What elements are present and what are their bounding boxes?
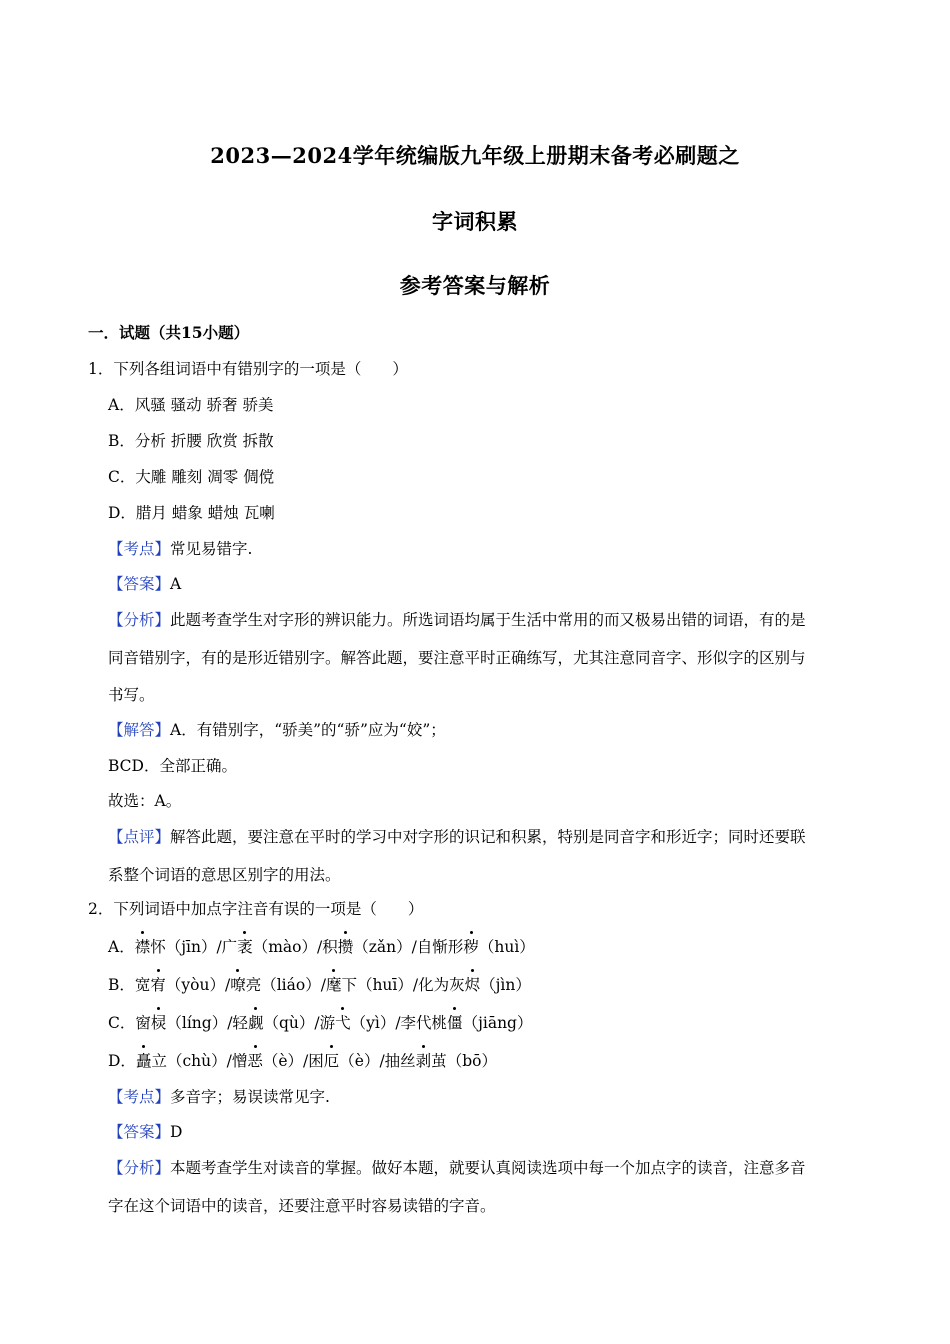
text-segment: C．窗 [108, 1014, 151, 1032]
text-segment: （zǎn）/自惭形 [353, 938, 464, 956]
text-segment: D． [108, 1052, 136, 1070]
q1-option-a: A．风骚 骚动 骄奢 骄美 [108, 396, 274, 414]
dotted-char: 襟 [134, 938, 151, 956]
q2-fenxi-line1 [108, 1157, 806, 1179]
q2-option-d [108, 1050, 497, 1072]
dotted-char: 烬 [464, 976, 481, 994]
text-segment: A． [108, 938, 135, 956]
text-segment: （jiāng） [462, 1014, 533, 1032]
q1-stem: 1．下列各组词语中有错别字的一项是（ ） [88, 360, 408, 378]
q1-jieda-line2: BCD．全部正确。 [108, 757, 237, 775]
q2-fenxi-line2: 字在这个词语中的读音，还要注意平时容易读错的字音。 [108, 1197, 496, 1215]
dotted-char: 矗 [135, 1052, 152, 1070]
dotted-char: 剥 [415, 1052, 432, 1070]
text-segment: （è）/抽丝 [339, 1052, 416, 1070]
dotted-char: 麾 [325, 976, 342, 994]
fenxi-text: 此题考查学生对字形的辨识能力。所选词语均属于生活中常用的而又极易出错的词语，有的是 [170, 611, 806, 629]
dotted-char: 嘹 [230, 976, 246, 994]
text-segment: B．宽 [108, 976, 151, 994]
dotted-char: 袤 [237, 938, 253, 956]
dotted-char: 宥 [150, 976, 166, 994]
q1-kaodian [108, 538, 252, 560]
dotted-char: 攒 [337, 938, 354, 956]
fenxi-tag: 【分析】 [108, 1159, 171, 1177]
text-segment: （líng）/轻 [166, 1014, 248, 1032]
text-segment: （yì）/李代桃 [350, 1014, 448, 1032]
q1-fenxi-line3: 书写。 [108, 686, 155, 704]
dotted-char: 秽 [463, 938, 479, 956]
dotted-char: 棂 [150, 1014, 167, 1032]
dotted-char: 恶 [247, 1052, 263, 1070]
kaodian-text: 常见易错字. [170, 540, 253, 558]
text-segment: 怀（jīn）/广 [150, 938, 238, 956]
kaodian-tag: 【考点】 [108, 1088, 171, 1106]
text-segment: （huì） [478, 938, 535, 956]
q1-fenxi-line2: 同音错别字，有的是形近错别字。解答此题，要注意平时正确练写，尤其注意同音字、形似字的区别与 [108, 649, 806, 667]
q1-fenxi-line1 [108, 609, 806, 631]
document-title-line2: 字词积累 [432, 209, 518, 234]
answer-tag: 【答案】 [108, 1123, 171, 1141]
q1-option-d: D．腊月 蜡象 蜡烛 瓦喇 [108, 504, 275, 522]
dotted-char: 觑 [247, 1014, 264, 1032]
q1-option-c: C．大雕 雕刻 凋零 倜傥 [108, 468, 275, 486]
fenxi-text: 本题考查学生对读音的掌握。做好本题，就要认真阅读选项中每一个加点字的读音，注意多音 [170, 1159, 806, 1177]
text-segment: 立（chù）/憎 [151, 1052, 248, 1070]
q1-dianping-line1 [108, 826, 806, 848]
q1-option-b: B．分析 折腰 欣赏 拆散 [108, 432, 274, 450]
kaodian-text: 多音字；易误读常见字. [170, 1088, 330, 1106]
text-segment: 茧（bō） [431, 1052, 497, 1070]
dotted-char: 弋 [335, 1014, 351, 1032]
dianping-tag: 【点评】 [108, 828, 171, 846]
q2-kaodian [108, 1086, 330, 1108]
answer-text: A [170, 575, 182, 593]
text-segment: 亮（liáo）/ [245, 976, 326, 994]
q2-option-c [108, 1012, 532, 1034]
q2-option-b [108, 974, 531, 996]
kaodian-tag: 【考点】 [108, 540, 171, 558]
text-segment: （jìn） [480, 976, 531, 994]
text-segment: 下（huī）/化为灰 [341, 976, 465, 994]
q2-answer [108, 1121, 182, 1143]
q2-stem: 2．下列词语中加点字注音有误的一项是（ ） [88, 900, 424, 918]
text-segment: （qù）/游 [263, 1014, 336, 1032]
q1-jieda-line3: 故选：A。 [108, 792, 182, 810]
jieda-tag: 【解答】 [108, 721, 171, 739]
dotted-char: 厄 [323, 1052, 340, 1070]
text-segment: （mào）/积 [252, 938, 338, 956]
fenxi-tag: 【分析】 [108, 611, 171, 629]
answer-text: D [170, 1123, 183, 1141]
document-title-line3: 参考答案与解析 [399, 273, 551, 298]
q2-option-a [108, 936, 535, 958]
text-segment: （è）/困 [262, 1052, 324, 1070]
q1-jieda-line1 [108, 719, 446, 741]
dianping-text: 解答此题，要注意在平时的学习中对字形的识记和积累，特别是同音字和形近字；同时还要联 [170, 828, 806, 846]
text-segment: （yòu）/ [165, 976, 231, 994]
q1-dianping-line2: 系整个词语的意思区别字的用法。 [108, 866, 341, 884]
answer-tag: 【答案】 [108, 575, 171, 593]
jieda-text: A．有错别字，“骄美”的“骄”应为“姣”； [170, 721, 446, 739]
document-title-line1: 2023—2024学年统编版九年级上册期末备考必刷题之 [210, 143, 740, 168]
section-heading: 一．试题（共15小题） [88, 323, 250, 342]
dotted-char: 僵 [447, 1014, 463, 1032]
q1-answer [108, 573, 181, 595]
